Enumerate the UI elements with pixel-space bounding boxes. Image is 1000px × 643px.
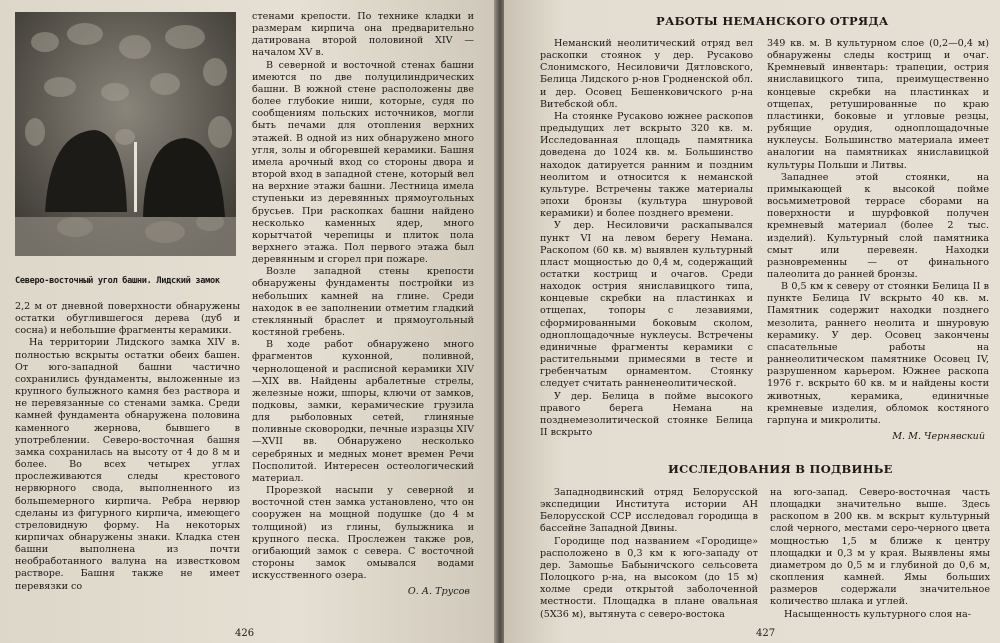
paragraph: Западнодвинский отряд Белорусской экспедиции Института истории АН Белорусской ССР исследовал городища в бассейне Западной Двины.: [540, 487, 758, 535]
section-heading: ИССЛЕДОВАНИЯ В ПОДВИНЬЕ: [668, 462, 893, 476]
castle-tower-photo-image: [15, 12, 236, 256]
paragraph: Западнее этой стоянки, на примыкающей к высокой пойме восьмиметровой террасе сборами на поверхности и шурфовкой получен кремневый материал (более 2 тыс. изделий). Культурный слой памятника смыт или перевеян. Находки разновременны — от финального палеолита до ранней бронзы.: [767, 171, 989, 280]
right-column-3: [540, 487, 758, 621]
paragraph: 349 кв. м. В культурном слое (0,2—0,4 м) обнаружены следы кострищ и очаг. Кремневый инвентарь: трапеции, острия яниславицкого типа, преимущественно концевые скребки на пластинках и отщепах, ретушированные по краю пластинки, боковые и угловые резцы, рубящие орудия, одноплощадочные нуклеусы. Большинство материала имеет аналогии на памятниках яниславицкой культуры Польши и Литвы.: [767, 38, 989, 171]
paragraph: Насыщенность культурного слоя на-: [784, 608, 971, 620]
paragraph: Возле западной стены крепости обнаружены фундаменты постройки из небольших камней на глине. Среди находок в ее заполнении отметим гладкий стеклянный браслет и прямоугольный костяной гребень.: [252, 266, 474, 339]
paragraph: Городище под названием «Городище» расположено в 0,3 км к юго-западу от дер. Замошье Бабыничского сельсовета Полоцкого р-на, на высоком (до 15 м) холме среди открытой заболоченной местности. Площадка в плане овальная (5Х36 м), вытянута с северо-востока: [540, 535, 758, 620]
section-heading: РАБОТЫ НЕМАНСКОГО ОТРЯДА: [656, 14, 889, 28]
paragraph: На стоянке Русаково южнее раскопов предыдущих лет вскрыто 320 кв. м. Исследованная площадь памятника доведена до 1024 кв. м. Большинство находок датируется ранним и поздним неолитом и относится к неманской культуре. Встречены также материалы эпохи бронзы (культура шнуровой керамики) и более позднего времени.: [540, 110, 753, 220]
right-column-1: [540, 38, 753, 439]
right-page: [504, 0, 1000, 643]
paragraph: У дер. Белица в пойме высокого правого берега Немана на позднемезолитической стоянке Белица II вскрыто: [540, 390, 753, 438]
paragraph: Прорезкой насыпи у северной и восточной стен замка установлено, что он сооружен на мощной подушке (до 4 м толщиной) из глины, булыжника и крупного песка. Прослежен также ров, огибающий замок с севера. С восточной стороны замок омывался водами искусственного озера.: [252, 485, 474, 582]
paragraph: 2,2 м от дневной поверхности обнаружены остатки обуглившегося дерева (дуб и сосна) и небольшие фрагменты керамики.: [15, 301, 240, 337]
paragraph: В северной и восточной стенах башни имеются по две полуцилиндрических башни. В южной стене расположены две более глубокие ниши, которые, судя по сообщениям польских источников, могли быть печами для отопления верхних этажей. В одной из них обнаружено много угля, золы и обгоревшей керамики. Башня имела арочный вход со стороны двора и второй вход в западной стене, который вел на верхние этажи башни. Лестница имела ступеньки из деревянных прямоугольных брусьев. При раскопках башни найдено несколько каменных ядер, много корытчатой черепицы и плиток пола верхнего этажа. Пол первого этажа был деревянным и сгорел при пожаре.: [252, 59, 474, 266]
paragraph: В ходе работ обнаружено много фрагментов кухонной, поливной, чернолощеной и расписной керамики XIV—XIX вв. Найдены арбалетные стрелы, железные ножи, шпоры, ключи от замков, подковы, замки, керамические грузила для рыболовных сетей, глиняные поливные сковородки, печные изразцы XIV—XVII вв. Обнаружено несколько серебряных и медных монет времен Речи Посполитой. Интересен остеологический материал.: [252, 339, 474, 484]
paragraph: У дер. Несиловичи раскапывался пункт VI на левом берегу Немана. Раскопом (60 кв. м) выявлен культурный пласт мощностью до 0,4 м, содержащий остатки кострищ и очагов. Среди находок острия яниславицкого типа, концевые скребки на пластинках и отщепах, топоры с лезавиями, сформированными боковым сколом, одноплощадочные нуклеусы. Встречены единичные фрагменты керамики с растительными примесями в тесте и гребенчатым орнаментом. Стоянку следует считать ранненеолитической.: [540, 220, 753, 390]
right-column-4: [770, 487, 990, 621]
page-number: 427: [756, 628, 776, 639]
paragraph: стенами крепости. По технике кладки и размерам кирпича она предварительно датирована второй половиной XIV — началом XV в.: [252, 11, 474, 59]
paragraph: На территории Лидского замка XIV в. полностью вскрыты остатки обеих башен. От юго-западной башни частично сохранились фундаменты, выложенные из крупного булыжного камня без раствора и не перевязанные со стенами замка. Среди камней фундамента обнаружена половина каменного жернова, бывшего в употреблении. Северо-восточная башня замка сохранилась на высоту от 4 до 8 м и более. Во всех четырех углах прослеживаются следы крестового нервюрного свода, выполненного из большемерного кирпича. Ребра нервюр сделаны из фигурного кирпича, имеющего стреловидную форму. На некоторых кирпичах обнаружены знаки. Кладка стен башни выполнена из почти необработанного валуна на известковом растворе. Башня также не имеет перевязки со: [15, 337, 240, 592]
left-column-2: [252, 11, 474, 599]
author-signature: О. А. Трусов: [407, 586, 470, 598]
paragraph: на юго-запад. Северо-восточная часть площадки значительно выше. Здесь раскопом в 200 кв. м вскрыт культурный слой черного, местами серо-черного цвета мощностью 1,5 м ближе к центру площадки и 0,3 м у края. Выявлены ямы диаметром до 0,5 м и глубиной до 0,6 м, скопления камней. Ямы больших размеров содержали значительное количество шлака и углей.: [770, 487, 990, 608]
paragraph: В 0,5 км к северу от стоянки Белица II в пункте Белица IV вскрыто 40 кв. м. Памятник содержит находки позднего мезолита, раннего неолита и шнуровую керамику. У дер. Осовец закончены спасательные работы на раннеолитическом памятнике Осовец IV, разрушенном карьером. Южнее раскопа 1976 г. вскрыто 60 кв. м и найдены кости животных, керамика, единичные кремневые изделия, обломок костяного гарпуна и микролиты.: [767, 281, 989, 426]
paragraph: Неманский неолитический отряд вел раскопки стоянок у дер. Русаково Слонимского, Несиловичи Дятловского, Белица Лидского р-нов Гродненской обл. и дер. Осовец Бешенковичского р-на Витебской обл.: [540, 38, 753, 110]
page-number: 426: [235, 628, 255, 639]
author-signature: М. М. Чернявский: [892, 431, 985, 442]
left-page: [0, 0, 496, 643]
castle-tower-photo: [15, 12, 236, 256]
left-column-1: [15, 301, 240, 593]
right-column-2: [767, 38, 989, 443]
photo-caption: Северо-восточный угол башни. Лидский замок: [15, 276, 220, 286]
